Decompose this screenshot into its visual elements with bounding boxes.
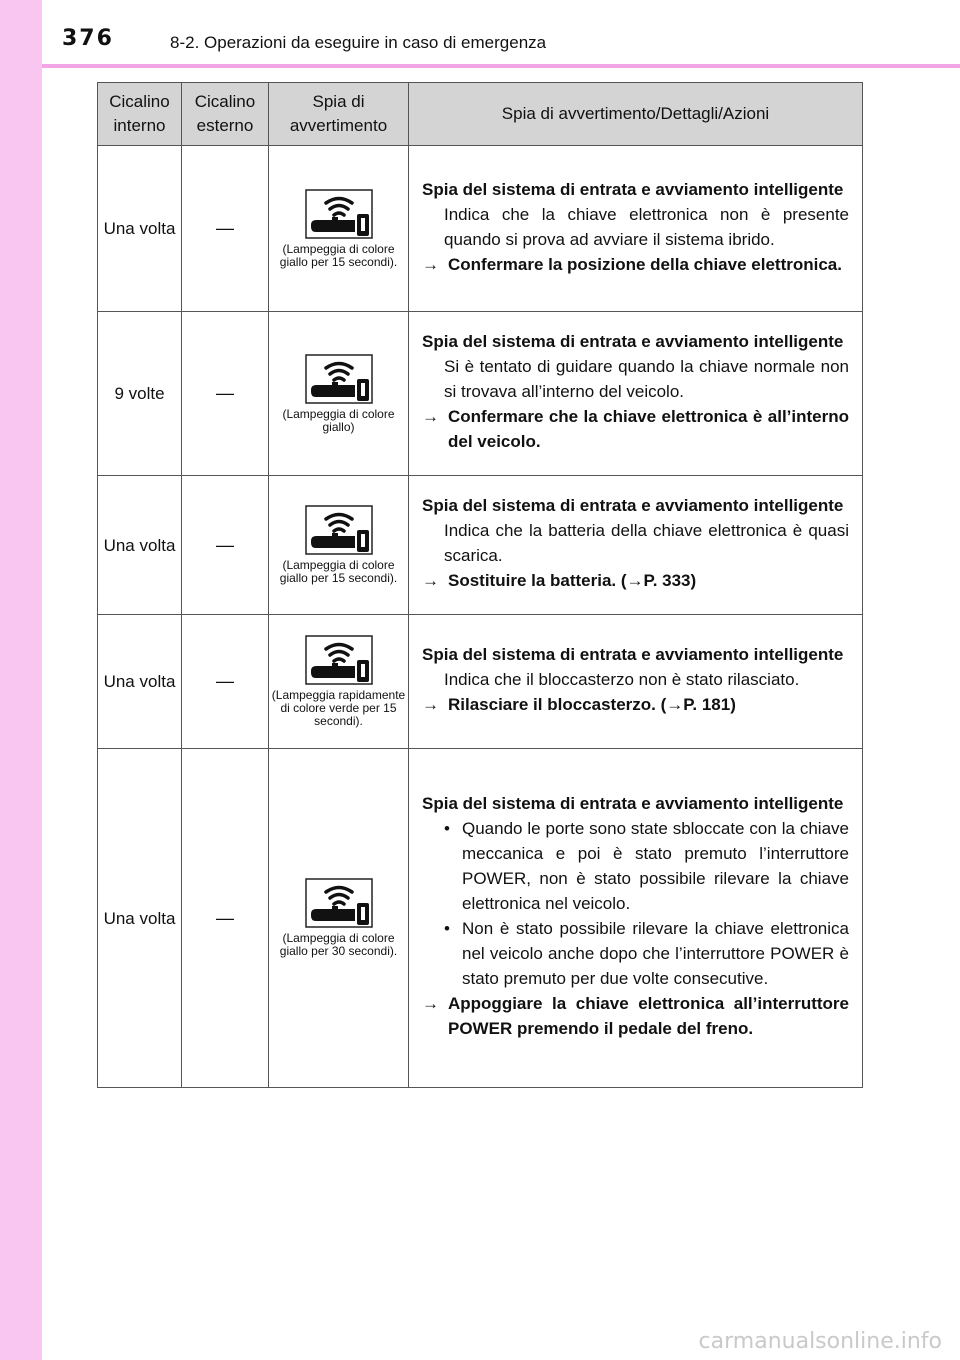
warning-description: Indica che il bloccasterzo non è stato rilasciato. (444, 670, 800, 689)
bullet-text: Quando le porte sono state sbloccate con la chiave meccanica e poi è stato premuto l’interruttore POWER, non è stato possibile rilevare la chiave elettronica nel veicolo. (462, 819, 849, 913)
details-cell (409, 312, 863, 476)
warning-light-cell (269, 146, 409, 312)
external-buzzer-value: — (182, 749, 269, 1088)
warning-table (97, 82, 863, 1088)
action-text: Confermare che la chiave elettronica è all’interno del veicolo. (448, 407, 849, 451)
warning-title: Spia del sistema di entrata e avviamento intelligente (422, 496, 844, 515)
external-buzzer-value: — (182, 615, 269, 749)
warning-light-caption: (Lampeggia di colore giallo per 15 secondi). (279, 241, 398, 269)
warning-light-caption: (Lampeggia di colore giallo per 15 secondi). (279, 558, 398, 585)
page-header (0, 0, 960, 64)
table-header-row (98, 83, 863, 146)
smart-key-warning-icon (305, 189, 373, 239)
warning-light-caption: (Lampeggia rapidamente di colore verde per 15 secondi). (271, 688, 406, 728)
smart-key-warning-icon (305, 354, 373, 404)
warning-title: Spia del sistema di entrata e avviamento intelligente (422, 794, 844, 813)
smart-key-warning-icon (305, 635, 373, 685)
table-row (98, 146, 863, 312)
internal-buzzer-count: Una volta (98, 146, 182, 312)
internal-buzzer-count: Una volta (98, 476, 182, 615)
warning-light-caption: (Lampeggia di colore giallo) (282, 406, 395, 434)
list-item (444, 816, 849, 916)
action-text: Rilasciare il bloccasterzo. (→P. 181) (448, 695, 736, 714)
warning-title: Spia del sistema di entrata e avviamento intelligente (422, 179, 844, 199)
col-header-details-actions: Spia di avvertimento/Dettagli/Azioni (409, 83, 863, 146)
warning-action (422, 991, 849, 1041)
arrow-right-icon: → (422, 254, 439, 274)
warning-light-cell (269, 312, 409, 476)
external-buzzer-value: — (182, 146, 269, 312)
warning-light-cell (269, 476, 409, 615)
internal-buzzer-count: 9 volte (98, 312, 182, 476)
list-item (444, 916, 849, 991)
details-cell (409, 146, 863, 312)
table-row (98, 749, 863, 1088)
col-header-external-buzzer: Cicalino esterno (182, 83, 269, 146)
warning-action (422, 692, 849, 717)
arrow-right-icon: → (422, 407, 439, 426)
warning-description: Indica che la batteria della chiave elettronica è quasi scarica. (444, 521, 849, 565)
action-text: Appoggiare la chiave elettronica all’interruttore POWER premendo il pedale del freno. (448, 994, 849, 1038)
table-row (98, 476, 863, 615)
external-buzzer-value: — (182, 312, 269, 476)
bullet-text: Non è stato possibile rilevare la chiave elettronica nel veicolo anche dopo che l’interruttore POWER è stato premuto per due volte consecutive. (462, 919, 849, 988)
page-number: 376 (62, 26, 114, 51)
smart-key-warning-icon (305, 505, 373, 555)
details-cell (409, 615, 863, 749)
warning-action (422, 568, 849, 593)
arrow-right-icon: → (422, 994, 439, 1013)
warning-light-cell (269, 615, 409, 749)
col-header-internal-buzzer: Cicalino interno (98, 83, 182, 146)
arrow-right-icon: → (422, 695, 439, 714)
warning-description: Si è tentato di guidare quando la chiave normale non si trovava all’interno del veicolo. (444, 357, 849, 401)
warning-title: Spia del sistema di entrata e avviamento intelligente (422, 645, 844, 664)
col-header-warning-light: Spia di avvertimento (269, 83, 409, 146)
watermark: carmanualsonline.info (698, 1329, 942, 1354)
warning-light-cell (269, 749, 409, 1088)
warning-title: Spia del sistema di entrata e avviamento intelligente (422, 332, 844, 351)
action-text: Confermare la posizione della chiave elettronica. (448, 254, 842, 274)
arrow-right-icon: → (422, 571, 439, 590)
warning-action (422, 404, 849, 454)
bullet-marker: • (444, 919, 450, 938)
internal-buzzer-count: Una volta (98, 615, 182, 749)
bullet-list (422, 816, 849, 991)
internal-buzzer-count: Una volta (98, 749, 182, 1088)
table-row (98, 615, 863, 749)
details-cell (409, 476, 863, 615)
bullet-marker: • (444, 819, 450, 838)
header-rule (42, 64, 960, 68)
warning-action (422, 252, 849, 277)
action-text: Sostituire la batteria. (→P. 333) (448, 571, 697, 590)
warning-description: Indica che la chiave elettronica non è presente quando si prova ad avviare il sistema ibrido. (444, 204, 849, 249)
side-color-band (0, 0, 42, 1360)
warning-light-caption: (Lampeggia di colore giallo per 30 secondi). (279, 931, 398, 958)
section-title: 8-2. Operazioni da eseguire in caso di emergenza (170, 33, 547, 52)
external-buzzer-value: — (182, 476, 269, 615)
table-row (98, 312, 863, 476)
details-cell (409, 749, 863, 1088)
smart-key-warning-icon (305, 878, 373, 928)
